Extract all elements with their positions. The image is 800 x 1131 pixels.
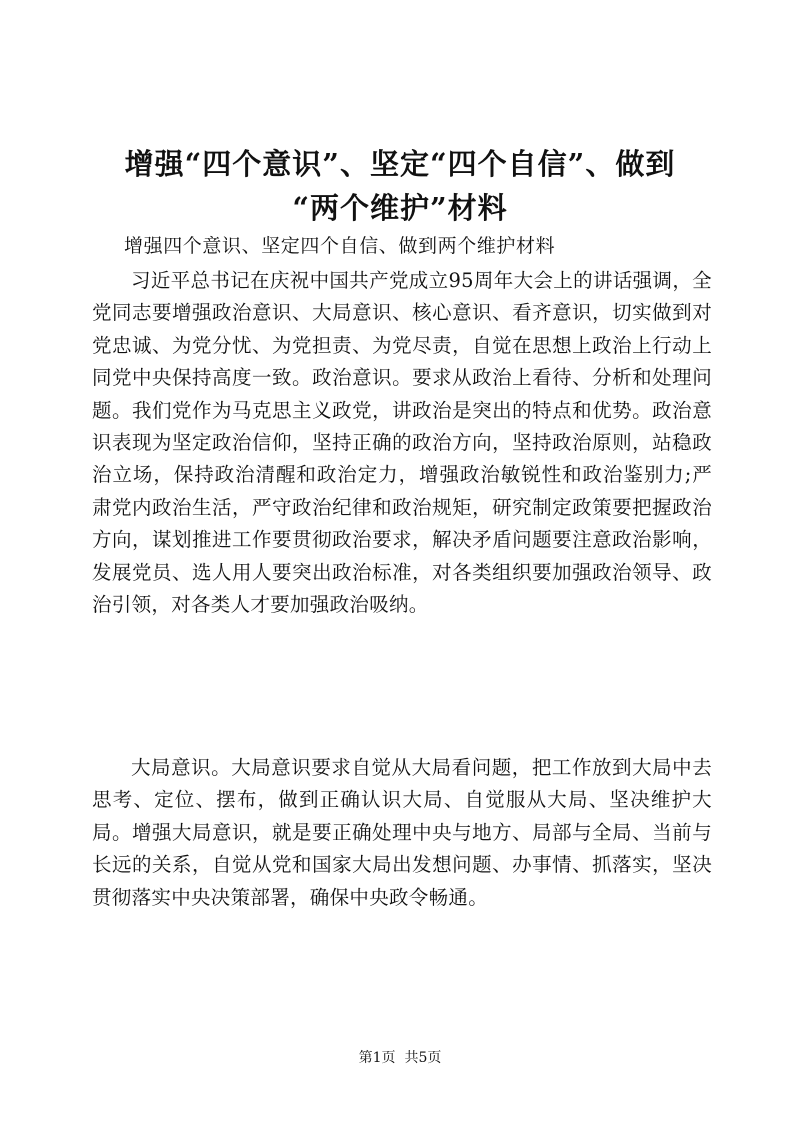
page-number: 第1页 xyxy=(358,1050,396,1066)
page-footer xyxy=(0,1048,800,1068)
body-paragraph-2: 大局意识。大局意识要求自觉从大局看问题，把工作放到大局中去思考、定位、摆布，做到正确认识大局、自觉服从大局、坚决维护大局。增强大局意识，就是要正确处理中央与地方、局部与全局、当前与长远的关系，自觉从党和国家大局出发想问题、办事情、抓落实，坚决贯彻落实中央决策部署，确保中央政令畅通。 xyxy=(92,756,712,909)
title-line-1: 增强“四个意识”、坚定“四个自信”、做到 xyxy=(124,147,676,181)
body-paragraph-1: 习近平总书记在庆祝中国共产党成立95周年大会上的讲话强调，全党同志要增强政治意识、大局意识、核心意识、看齐意识，切实做到对党忠诚、为党分忧、为党担责、为党尽责，自觉在思想上政治上行动上同党中央保持高度一致。政治意识。要求从政治上看待、分析和处理问题。我们党作为马克思主义政党，讲政治是突出的特点和优势。政治意识表现为坚定政治信仰，坚持正确的政治方向，坚持政治原则，站稳政治立场，保持政治清醒和政治定力，增强政治敏锐性和政治鉴别力;严肃党内政治生活，严守政治纪律和政治规矩，研究制定政策要把握政治方向，谋划推进工作要贯彻政治要求，解决矛盾问题要注意政治影响，发展党员、选人用人要突出政治标准，对各类组织要加强政治领导、政治引领，对各类人才要加强政治吸纳。 xyxy=(92,269,712,617)
document-title xyxy=(60,142,740,230)
page-total: 共5页 xyxy=(404,1050,442,1066)
document-subtitle: 增强四个意识、坚定四个自信、做到两个维护材料 xyxy=(124,235,556,257)
title-line-2: “两个维护”材料 xyxy=(292,191,508,225)
